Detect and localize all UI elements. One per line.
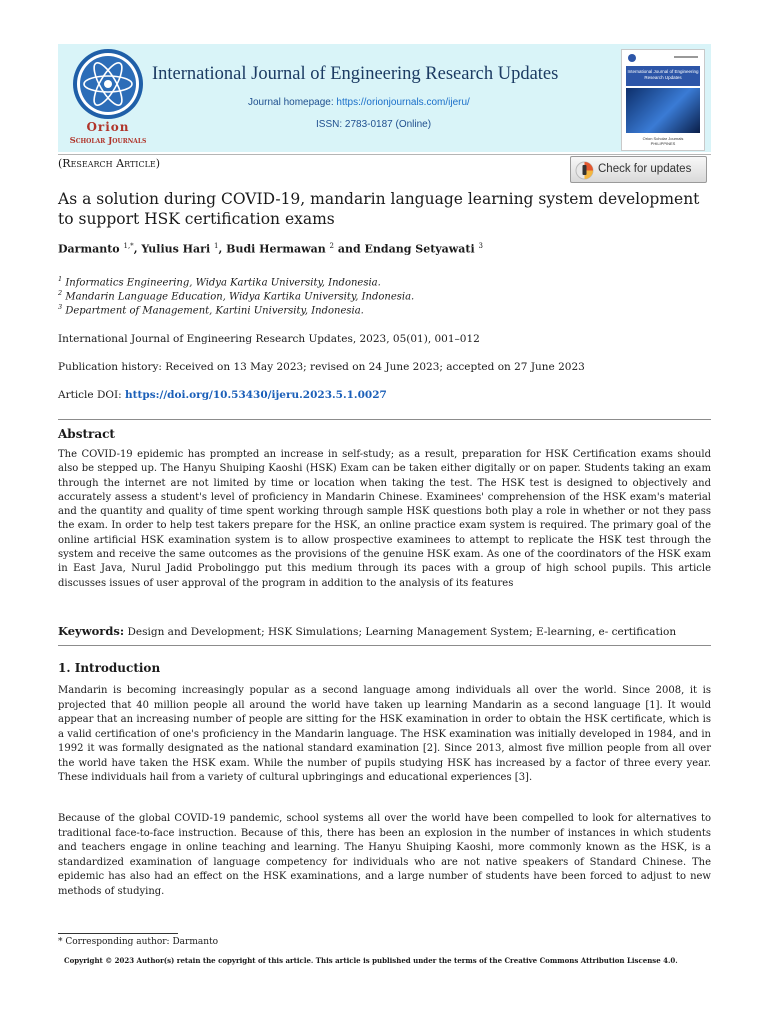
article-title: As a solution during COVID-19, mandarin language learning system development to support HSK certification exams bbox=[58, 190, 700, 228]
orion-logo bbox=[66, 48, 150, 148]
affiliation-2: $^2$ Mandarin Language Education, Widya Kartika University, Indonesia. bbox=[58, 289, 415, 303]
article-doi bbox=[58, 389, 387, 401]
author-affil-mark: 1,* bbox=[123, 242, 134, 250]
cover-publisher: Orion Scholar Journals bbox=[642, 136, 684, 141]
publication-history: Publication history: Received on 13 May 2023; revised on 24 June 2023; accepted on 27 June 2023 bbox=[58, 361, 585, 373]
abstract-text: The COVID-19 epidemic has prompted an increase in self-study; as a result, preparation for HSK Certification exams should also be stepped up. The Hanyu Shuiping Kaoshi (HSK) Exam can be taken either digitally or on paper. Students taking an exam through the internet are not limited by time or location when taking the test. The HSK test is designed to objectively and accurately assess a student's level of proficiency in Mandarin Chinese. Examinees' comprehension of the HSK exam's material and the quantity and quality of time spent working through sample HSK questions both play a role in whether or not they pass the exam. In order to help test takers prepare for the HSK, an online practice exam system is required. The primary goal of the online artificial HSK examination system is to allow prospective examinees to attempt to replicate the HSK test through the system and receive the same outcomes as the provisions of the genuine HSK exam. As one of the coordinators of the HSK exam in East Java, Nurul Jadid Probolinggo put this medium through its paces with a group of high school pupils. This article discusses issues of user approval of the program in addition to the analysis of its features bbox=[58, 449, 711, 589]
homepage-label: Journal homepage: bbox=[248, 97, 334, 108]
introduction-top-rule bbox=[58, 645, 711, 646]
footnote-rule bbox=[58, 933, 178, 934]
journal-cover-thumbnail bbox=[621, 49, 705, 151]
author-affil-mark: 3 bbox=[478, 242, 483, 250]
author-list: Darmanto $^{1,*}$, Yulius Hari $^1$, Budi Hermawan $^2$ and Endang Setyawati $^3$ bbox=[58, 242, 483, 256]
copyright-notice: Copyright © 2023 Author(s) retain the copyright of this article. This article is published under the terms of the Creative Commons Attribution Liscense 4.0. bbox=[64, 956, 678, 965]
citation-line: International Journal of Engineering Research Updates, 2023, 05(01), 001–012 bbox=[58, 333, 480, 345]
author-name: Budi Hermawan bbox=[226, 242, 326, 256]
introduction-heading: 1. Introduction bbox=[58, 661, 161, 675]
author-name: Endang Setyawati bbox=[364, 242, 475, 256]
cover-footer bbox=[626, 136, 700, 146]
crossmark-icon bbox=[575, 161, 594, 180]
author-name: Darmanto bbox=[58, 242, 120, 256]
check-for-updates-label: Check for updates bbox=[598, 163, 692, 175]
affiliation-3: $^3$ Department of Management, Kartini University, Indonesia. bbox=[58, 303, 364, 317]
journal-title: International Journal of Engineering Research Updates bbox=[152, 64, 559, 84]
keywords-line bbox=[58, 624, 676, 638]
abstract-heading: Abstract bbox=[58, 427, 115, 441]
introduction-paragraph-1: Mandarin is becoming increasingly popular as a second language among individuals all over the world. Since 2008, it is projected that 40 million people all around the world have taken up learning Mandarin as a second language [1]. It would appear that an increasing number of people are sitting for the HSK examination in order to obtain the HSK certificate, which is a valid certification of one's proficiency in the Mandarin language. The HSK examination was initially developed in 1984, and in 1992 it was formally designated as the national standard examination [2]. Since 2013, almost five million people from all over the world have taken the HSK exam. While the number of pupils studying HSK has increased by a factor of three every year. These individuals hail from a variety of cultural upbringings and educational experiences [3]. bbox=[58, 685, 711, 783]
keywords-text: Design and Development; HSK Simulations; Learning Management System; E-learning, e- certification bbox=[127, 626, 677, 638]
doi-label: Article DOI: bbox=[58, 389, 122, 401]
author-conjunction: and bbox=[337, 242, 361, 256]
doi-link[interactable]: https://doi.org/10.53430/ijeru.2023.5.1.0027 bbox=[125, 389, 387, 401]
cover-image bbox=[626, 88, 700, 133]
author-affil-mark: 2 bbox=[329, 242, 335, 250]
cover-country: PHILIPPINES bbox=[650, 141, 676, 146]
introduction-paragraph-2: Because of the global COVID-19 pandemic, school systems all over the world have been compelled to look for alternatives to traditional face-to-face instruction. Because of this, there has been an explosion in the number of instances in which students and teachers engage in online teaching and learning. The Hanyu Shuiping Kaoshi, more commonly known as the HSK, is a standardized examination of language competency for individuals who are not native speakers of Standard Chinese. The epidemic has also had an effect on the HSK examinations, and a large number of students have been forced to adjust to new methods of studying. bbox=[58, 813, 711, 897]
atom-logo-icon bbox=[66, 48, 150, 120]
logo-scholar-text: Scholar Journals bbox=[69, 136, 147, 146]
check-for-updates-button[interactable] bbox=[570, 156, 707, 183]
author-name: Yulius Hari bbox=[141, 242, 211, 256]
article-type: (Research Article) bbox=[58, 157, 161, 170]
abstract-top-rule bbox=[58, 419, 711, 420]
homepage-link[interactable]: https://orionjournals.com/ijeru/ bbox=[336, 97, 470, 108]
header-divider bbox=[58, 154, 711, 155]
keywords-label: Keywords: bbox=[58, 624, 125, 638]
cover-emblem-icon bbox=[626, 53, 700, 63]
author-affil-mark: 1 bbox=[214, 242, 219, 250]
issn: ISSN: 2783-0187 (Online) bbox=[316, 119, 432, 130]
cover-title: International Journal of Engineering Research Updates bbox=[626, 66, 700, 86]
affiliation-1: $^1$ Informatics Engineering, Widya Kartika University, Indonesia. bbox=[58, 275, 381, 289]
journal-homepage bbox=[248, 97, 470, 108]
corresponding-author-footnote: * Corresponding author: Darmanto bbox=[58, 937, 219, 947]
journal-header bbox=[58, 44, 711, 152]
logo-orion-text: Orion bbox=[86, 120, 130, 134]
